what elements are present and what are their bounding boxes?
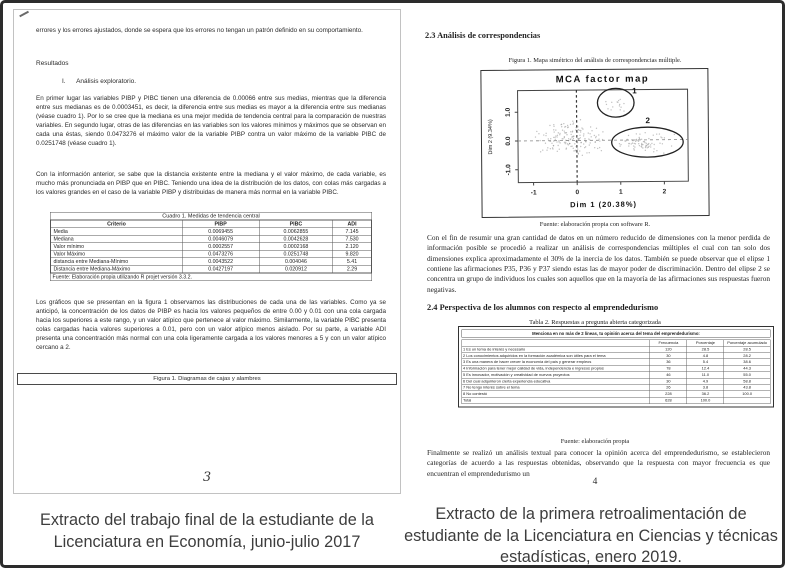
tabla-2-question: Menciona en no más de 2 líneas, tu opinión acerca del tema del emprendedurismo: <box>462 330 771 338</box>
table-cell: 6 Del cual adquirieron cierta experiencia educativa <box>462 378 650 384</box>
table-header-cell: Criterio <box>51 220 182 228</box>
right-caption: Extracto de la primera retroalimentación de estudiante de la Licenciatura en Ciencias y técnicas estadísticas, enero 2019. <box>404 505 778 567</box>
table-cell: 0.0251748 <box>259 250 333 258</box>
figura-1-source: Fuente: elaboración propia con software R. <box>539 221 651 228</box>
tabla-2-source: Fuente: elaboración propia <box>560 438 630 445</box>
right-page-number: 4 <box>592 477 598 487</box>
right-scanned-page <box>409 7 781 498</box>
left-scanned-page <box>13 9 401 494</box>
table-cell: 2.29 <box>333 265 371 273</box>
table-cell: 58.8 <box>724 378 770 384</box>
table-row <box>51 265 372 273</box>
table-cell: 0.0043522 <box>182 258 259 266</box>
svg-text:-1.0: -1.0 <box>505 164 513 176</box>
table-cell: 46 <box>650 372 687 378</box>
table-cell: 12.4 <box>687 365 724 371</box>
table-cell: 55.0 <box>724 372 770 378</box>
svg-text:Dim 2 (9.34%): Dim 2 (9.34%) <box>487 119 495 155</box>
svg-text:Dim 1 (20.38%): Dim 1 (20.38%) <box>570 199 638 210</box>
table-cell: 8 No contestó <box>462 391 650 397</box>
table-cell: 120 <box>650 346 687 352</box>
svg-text:2: 2 <box>645 116 651 126</box>
table-row <box>51 235 372 243</box>
table-cell: 628 <box>650 397 687 403</box>
table-row <box>51 258 372 266</box>
table-cell: 5.41 <box>333 258 371 266</box>
svg-text:-1: -1 <box>530 189 537 197</box>
table-cell: 0.0069455 <box>182 228 259 236</box>
svg-text:0.0: 0.0 <box>504 136 513 146</box>
cuadro-1-table <box>51 220 372 273</box>
table-cell: 44.3 <box>724 365 770 371</box>
left-page-number: 3 <box>202 470 212 485</box>
table-cell: 2.120 <box>333 243 371 251</box>
tabla-2-caption: Tabla 2. Respuestas a pregunta abierta categorizada <box>529 319 661 326</box>
table-cell: Valor Máximo <box>51 250 182 258</box>
table-cell: 30 <box>650 378 687 384</box>
analysis-list-item: I. Análisis exploratorio. <box>62 78 137 85</box>
table-cell: 28.5 <box>687 346 724 352</box>
table-cell: 0.004046 <box>259 258 333 266</box>
table-cell: 3.8 <box>687 384 724 390</box>
table-cell: 0.0427197 <box>182 265 259 273</box>
figura-1-caption-bar <box>17 373 397 385</box>
figura-1-caption: Figura 1. Diagramas de cajas y alambres <box>153 376 261 382</box>
heading-2-4: 2.4 Perspectiva de los alumnos con respecto al emprendedurismo <box>427 303 659 312</box>
svg-text:1: 1 <box>619 188 623 196</box>
table-cell: 0.0046079 <box>182 235 259 243</box>
table-cell: 1 Es un tema de interés y necesario <box>462 346 650 352</box>
right-paragraph-2: Finalmente se realizó un análisis textual para conocer la opinión acerca del emprendedurismo, se establecieron categorías de acuerdo a las respuestas obtenidas, observando que la respuesta con mayor frecuencia es que encuentran el emprendedurismo un <box>427 448 770 478</box>
svg-text:2: 2 <box>662 188 667 196</box>
svg-text:1: 1 <box>632 86 637 96</box>
mca-factor-map-figure <box>480 68 709 218</box>
table-row <box>51 243 372 251</box>
table-cell: 100.0 <box>724 391 770 397</box>
table-cell: 0.0062855 <box>259 228 333 236</box>
table-cell: 0.0042628 <box>259 235 333 243</box>
table-cell: 11.0 <box>687 372 724 378</box>
table-cell: Media <box>51 228 182 236</box>
table-header-cell: PIBP <box>182 220 259 228</box>
table-cell: 5.4 <box>687 359 724 365</box>
svg-text:MCA factor map: MCA factor map <box>555 73 650 86</box>
left-paragraph-2: Con la información anterior, se sabe que la distancia existente entre la mediana y el valor máximo, de cada variable, es mucho más pronunciada en PIBP que en PIBC. Teniendo una idea de la distribución de los datos, con colas más cargadas a los valores grandes en el caso de la variable PIBP y distribuidas de manera más normal en la variable PIBC. <box>36 171 386 196</box>
table-cell: Distancia entre Mediana-Máximo <box>51 265 182 273</box>
table-cell: 78 <box>650 365 687 371</box>
table-cell: 0.020912 <box>259 265 333 273</box>
table-cell: 9.820 <box>333 250 371 258</box>
left-caption: Extracto del trabajo final de la estudiante de la Licenciatura en Economía, junio-julio 2017 <box>40 511 374 551</box>
table-cell: 5 Es innovador, motivación y creatividad de nuevos proyectos <box>462 372 650 378</box>
table-cell: 7.530 <box>333 235 371 243</box>
table-cell: 30 <box>650 353 687 359</box>
table-header-cell: PIBC <box>259 220 333 228</box>
table-cell: 0.0473276 <box>182 250 259 258</box>
cuadro-1-source: Fuente: Elaboración propia utilizando R projet versión 3.3.2. <box>51 273 372 281</box>
left-paragraph-1: En primer lugar las variables PIBP y PIBC tienen una diferencia de 0.00066 entre sus medias, mientras que la diferencia entre sus medianas es de 0.0003451, es decir, la diferencia entre sus medias es mayor a la diferencia entre sus medianas (véase cuadro 1). Por lo se cree que la mediana es una mejor medida de tendencia central para la comparación de nuestras variables. En segundo lugar, otras de las diferencias en las variables son los valores mínimos y máximos que se observan en cada una éstas, siendo 0.0473276 el máximo valor de la variable PIBP contra un valor máximo de la variable PIBC de 0.0251748 (véase cuadro 1). <box>36 95 386 147</box>
table-cell <box>724 397 770 403</box>
svg-text:1.0: 1.0 <box>504 107 512 117</box>
svg-text:0: 0 <box>575 189 580 197</box>
table-cell: 100.0 <box>687 397 724 403</box>
table-row <box>51 250 372 258</box>
table-cell: 36 <box>650 359 687 365</box>
table-cell: 4 Información para tener mejor calidad de vida, independencia e ingresos propios <box>462 365 650 371</box>
table-header-cell: Porcentaje acumulado <box>724 340 770 347</box>
table-cell: 7.145 <box>333 228 371 236</box>
table-cell: 43.8 <box>724 384 770 390</box>
results-heading: Resultados <box>36 60 69 67</box>
table-cell: 28.2 <box>724 353 770 359</box>
table-header-cell: Porcentaje <box>687 340 724 347</box>
right-paragraph-1: Con el fin de resumir una gran cantidad de datos en un número reducido de dimensiones con la menor perdida de información posible se procedió a realizar un análisis de correspondencias múltiples el cual con tan solo dos dimensiones explica aproximadamente el 30% de la inercia de los datos. También se puede observar que el elipse 1 contiene las afirmaciones P35, P36 y P37 siendo estas las de mayor poder de discriminación. Dentro del elipse 2 se concentra un grupo de individuos los cuales son aquellos que en la mayoría de las afirmaciones sus respuestas fueron negativas. <box>427 233 770 294</box>
table-cell: 0.0002168 <box>259 243 333 251</box>
figura-1-mca-caption: Figura 1. Mapa simétrico del análisis de correspondencias múltiple. <box>508 57 682 64</box>
table-cell: 228 <box>650 391 687 397</box>
tabla-2-table <box>462 340 771 404</box>
table-cell: 38.6 <box>724 359 770 365</box>
left-paragraph-3: Los gráficos que se presentan en la figura 1 observamos las distribuciones de cada una de las variables. Como ya se anticipó, la concentración de los datos de PIBP es hacia los valores pequeños de entre 0.00 y 0.01 con una cola cargada hacia los superiores a este rango, y un valor atípico que pertenece al valor máximo. Similarmente, la variable PIBC presenta colas cargadas hacia valores superiores a 0.01, pero con un valor atípico menos aislado. Por su parte, a variable ADI presenta una concentración más normal con una cola ligeramente cargada a los valores menores a 5 y con un valor atípico cercano a 2. <box>36 299 386 351</box>
table-cell: 7 No tengo interés sobre el tema <box>462 384 650 390</box>
table-cell: 4.8 <box>687 353 724 359</box>
table-cell: 28.5 <box>724 346 770 352</box>
table-row <box>51 228 372 236</box>
heading-2-3: 2.3 Análisis de correspondencias <box>425 31 541 40</box>
table-cell: distancia entre Mediana-Mínimo <box>51 258 182 266</box>
table-header-cell: Frecuencia <box>650 340 687 347</box>
table-cell: 3 Es una manera de hacer crecer la economía del país y generar empleos <box>462 359 650 365</box>
table-row <box>462 397 771 403</box>
left-intro-paragraph: errores y los errores ajustados, donde se espera que los errores no tengan un patrón definido en su comportamiento. <box>36 27 363 34</box>
table-cell: Valor mínimo <box>51 243 182 251</box>
table-header-cell: ADI <box>333 220 371 228</box>
table-cell: Total <box>462 397 650 403</box>
cuadro-1-title: Cuadro 1. Medidas de tendencia central <box>51 213 372 221</box>
table-cell: 2 Los conocimientos adquiridos en la formación académica son útiles para el tema <box>462 353 650 359</box>
table-cell: 26 <box>650 384 687 390</box>
table-cell: 36.2 <box>687 391 724 397</box>
table-cell: 4.9 <box>687 378 724 384</box>
table-cell: 0.0002557 <box>182 243 259 251</box>
table-cell: Mediana <box>51 235 182 243</box>
pen-mark <box>19 11 29 17</box>
mca-scatter-plot <box>481 69 707 216</box>
